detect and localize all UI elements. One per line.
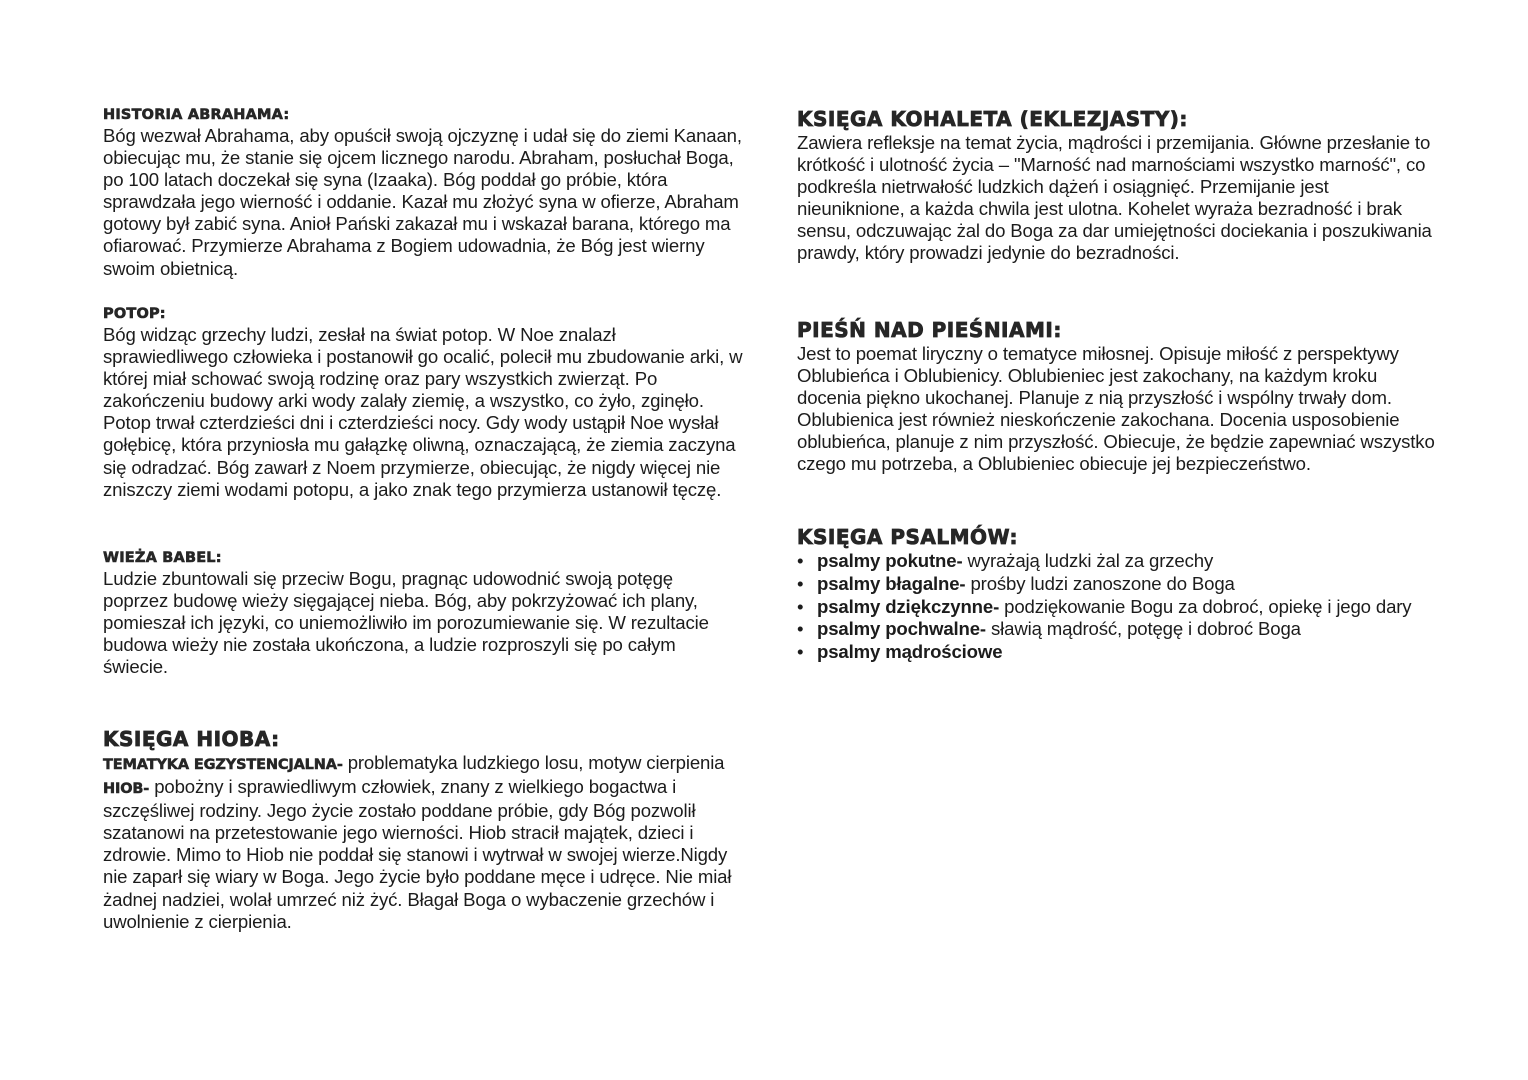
topic-text: problematyka ludzkiego losu, motyw cierpienia: [342, 752, 725, 773]
bullet-icon: •: [797, 550, 804, 571]
list-item: [797, 596, 1437, 619]
section-text: Zawiera refleksje na temat życia, mądrości i przemijania. Główne przesłanie to krótkość i ulotność życia – "Marność nad marnościami wszystko marność", co podkreśla nietrwałość ludzkich dążeń i osiągnięć. Przemijanie jest nieuniknione, a każda chwila jest ulotna. Kohelet wyraża bezradność i brak sensu, odczuwając żal do Boga za dar umiejętności dociekania i poszukiwania prawdy, który prowadzi jedynie do bezradności.: [797, 132, 1432, 264]
section-heading: KSIĘGA HIOBA:: [103, 727, 280, 751]
bullet-icon: •: [797, 618, 804, 640]
section-text: Bóg wezwał Abrahama, aby opuścił swoją ojczyznę i udał się do ziemi Kanaan, obiecując mu, że stanie się ojcem licznego narodu. Abraham, posłuchał Boga, po 100 latach doczekał się syna (Izaaka). Bóg poddał go próbie, która sprawdzała jego wierność i oddanie. Kazał mu złożyć syna w ofierze, Abraham gotowy był zabić syna. Anioł Pański zakazał mu i wskazał barana, którego ma ofiarować. Przymierze Abrahama z Bogiem udowadnia, że Bóg jest wierny swoim obietnicą.: [103, 125, 742, 279]
section-piesn: [797, 317, 1437, 476]
section-heading: HISTORIA ABRAHAMA:: [103, 107, 290, 123]
list-item: [797, 618, 1437, 641]
section-heading: WIEŻA BABEL:: [103, 550, 222, 566]
psalm-term: psalmy mądrościowe: [817, 641, 1003, 663]
psalm-desc: podziękowanie Bogu za dobroć, opiekę i jego dary: [999, 595, 1412, 617]
bullet-icon: •: [797, 641, 804, 663]
section-text: Jest to poemat liryczny o tematyce miłosnej. Opisuje miłość z perspektywy Oblubieńca i Oblubienicy. Oblubieniec jest zakochany, na każdym kroku docenia piękno ukochanej. Planuje z nią przyszłość i wspólny trwały dom. Oblubienica jest również nieskończenie zakochana. Docenia usposobienie oblubieńca, planuje z nim przyszłość. Obiecuje, że będzie zapewniać wszystko czego mu potrzeba, a Oblubieniec obiecuje jej bezpieczeństwo.: [797, 343, 1435, 475]
section-heading: POTOP:: [103, 306, 166, 322]
section-heading: KSIĘGA KOHALETA (EKLEZJASTY):: [797, 107, 1188, 131]
section-heading: KSIĘGA PSALMÓW:: [797, 525, 1018, 549]
bullet-icon: •: [797, 572, 804, 594]
list-item: [797, 550, 1437, 573]
section-text: Bóg widząc grzechy ludzi, zesłał na świat potop. W Noe znalazł sprawiedliwego człowieka i postanowił go ocalić, polecił mu zbudowanie arki, w której miał schować swoją rodzinę oraz pary wszystkich zwierząt. Po zakończeniu budowy arki wody zalały ziemię, a wszystko, co żyło, zginęło. Potop trwał czterdzieści dni i czterdzieści nocy. Gdy wody ustąpił Noe wysłał gołębicę, która przyniosła mu gałązkę oliwną, oznaczającą, że ziemia zaczyna się odradzać. Bóg zawarł z Noem przymierze, obiecując, że nigdy więcej nie zniszczy ziemi wodami potopu, a jako znak tego przymierza ustanowił tęczę.: [103, 324, 743, 500]
psalm-term: psalmy pokutne-: [817, 550, 963, 571]
hiob-description: [103, 776, 743, 933]
psalm-term: psalmy błagalne-: [817, 572, 966, 594]
section-text: Ludzie zbuntowali się przeciw Bogu, pragnąc udowodnić swoją potęgę poprzez budowę wieży sięgającej nieba. Bóg, aby pokrzyżować ich plany, pomieszał ich języki, co uniemożliwiło im porozumiewanie się. W rezultacie budowa wieży nie została ukończona, a ludzie rozproszyli się po całym świecie.: [103, 568, 709, 678]
psalm-desc: prośby ludzi zanoszone do Boga: [965, 572, 1235, 594]
list-item: [797, 641, 1437, 664]
section-potop: [103, 304, 743, 501]
hiob-text: pobożny i sprawiedliwym człowiek, znany z wielkiego bogactwa i szczęśliwej rodziny. Jego życie zostało poddane próbie, gdy Bóg pozwolił szatanowi na przetestowanie jego wierności. Hiob stracił majątek, dzieci i zdrowie. Mimo to Hiob nie poddał się stanowi i wytrwał w swojej wierze.Nigdy nie zaparł się wiary w Boga. Jego życie było poddane męce i udręce. Nie miał żadnej nadziei, wolał umrzeć niż żyć. Błagał Boga o wybaczenie grzechów i uwolnienie z cierpienia.: [103, 776, 732, 932]
bullet-icon: •: [797, 595, 804, 617]
psalm-desc: sławią mądrość, potęgę i dobroć Boga: [985, 618, 1301, 640]
section-babel: [103, 548, 743, 678]
hiob-label: HIOB-: [103, 781, 150, 798]
psalm-list: [797, 550, 1437, 664]
psalm-desc: wyrażają ludzki żal za grzechy: [962, 550, 1214, 571]
psalm-term: psalmy pochwalne-: [817, 618, 986, 640]
section-hiob: [103, 726, 743, 933]
section-kohelet: [797, 106, 1437, 265]
section-abraham: [103, 105, 743, 280]
hiob-topic: [103, 752, 743, 776]
topic-label: TEMATYKA EGZYSTENCJALNA-: [103, 757, 343, 773]
list-item: [797, 573, 1437, 596]
section-heading: PIEŚŃ NAD PIEŚNIAMI:: [797, 318, 1062, 342]
psalm-term: psalmy dziękczynne-: [817, 595, 1000, 617]
section-psalmy: [797, 524, 1437, 664]
